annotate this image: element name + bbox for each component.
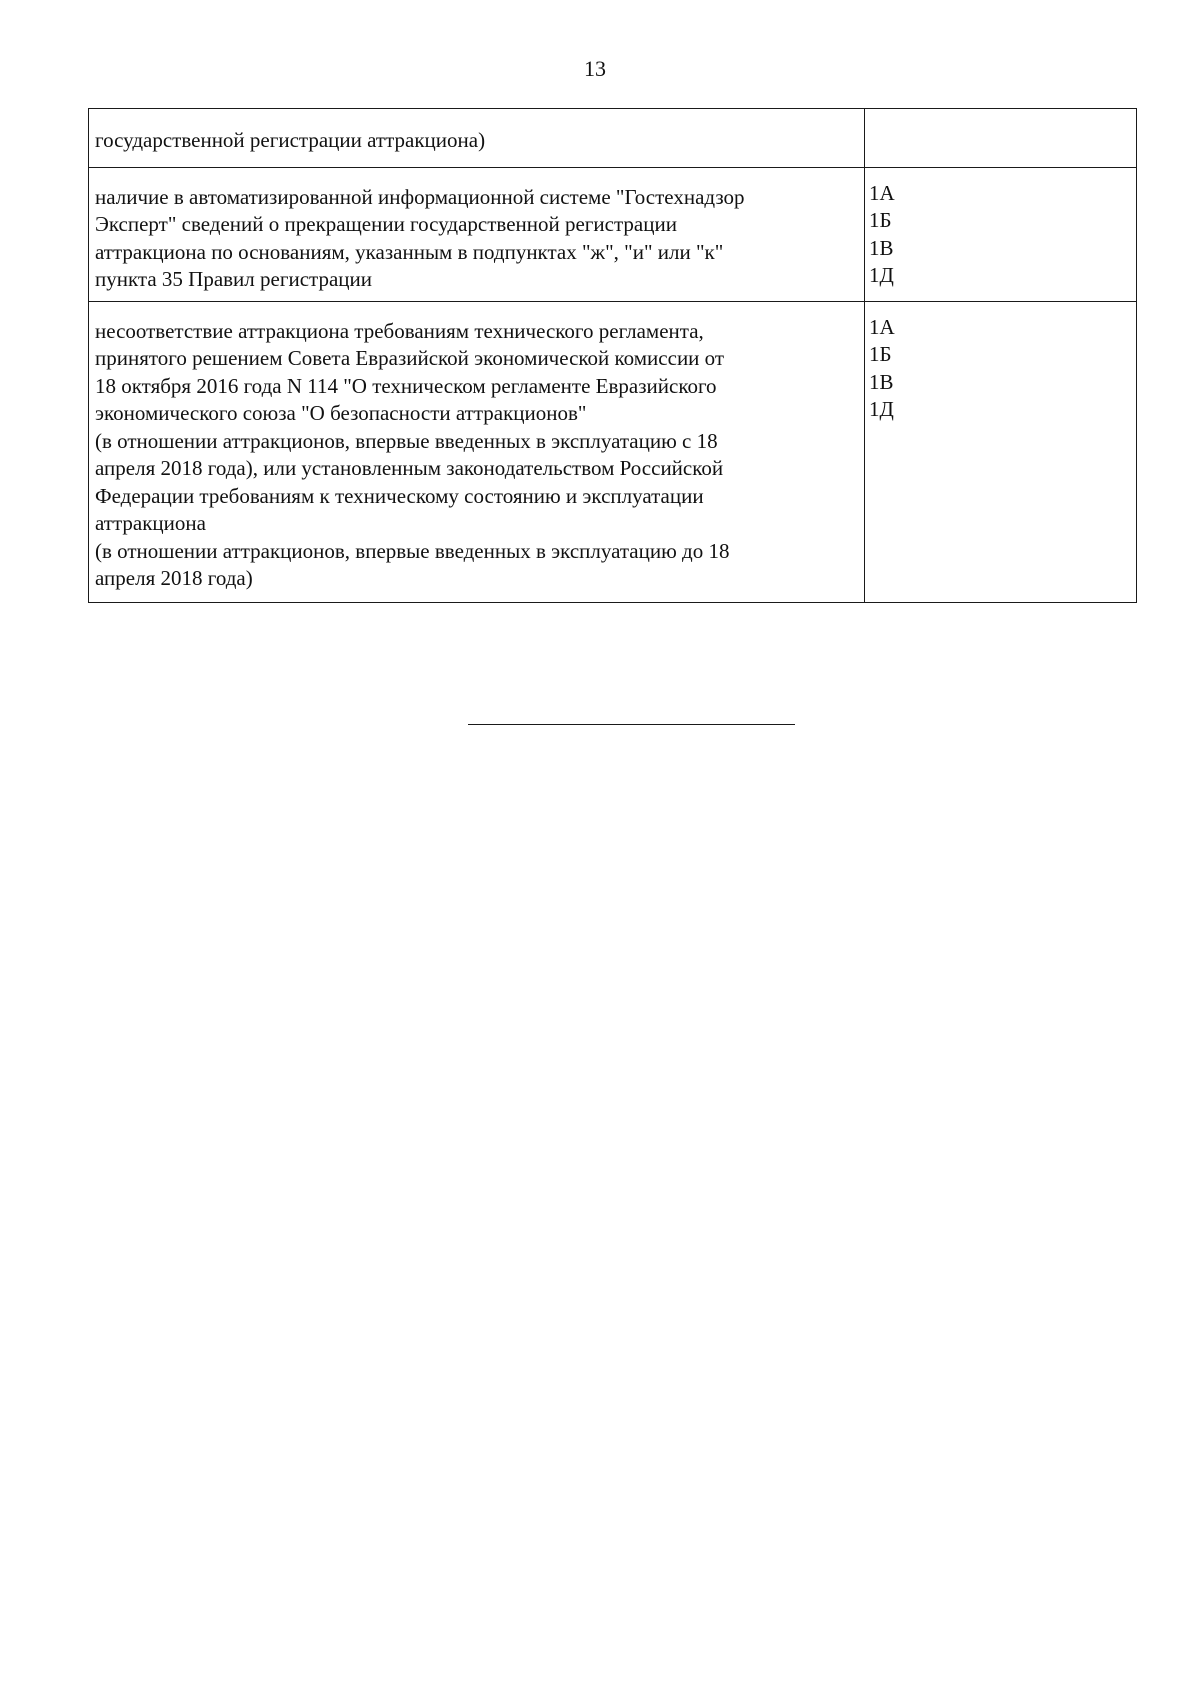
codes-cell (865, 301, 1137, 602)
criterion-text-line: аттракциона (95, 511, 206, 535)
category-code: 1В (869, 369, 894, 394)
criterion-cell (89, 109, 865, 168)
criterion-text-line: апреля 2018 года), или установленным законодательством Российской (95, 456, 724, 480)
criterion-text-line: (в отношении аттракционов, впервые введенных в эксплуатацию до 18 (95, 538, 730, 563)
criterion-text-line: пункта 35 Правил регистрации (95, 267, 372, 291)
criterion-text-line: Федерации требованиям к техническому состоянию и эксплуатации (95, 483, 704, 508)
category-code: 1Б (869, 208, 892, 232)
codes-cell (865, 109, 1137, 168)
criterion-text-line: принятого решением Совета Евразийской экономической комиссии от (95, 346, 725, 370)
criterion-text-line: аттракциона по основаниям, указанным в подпунктах "ж", "и" или "к" (95, 239, 724, 264)
category-code: 1Б (869, 342, 892, 366)
table-row (89, 109, 1137, 168)
criterion-text-line: экономического союза "О безопасности аттракционов" (95, 401, 587, 425)
category-code: 1Д (869, 263, 894, 287)
criterion-text-line: несоответствие аттракциона требованиям технического регламента, (95, 318, 704, 343)
codes-cell (865, 167, 1137, 301)
category-code: 1А (869, 180, 895, 205)
end-of-document-divider (468, 724, 795, 725)
criterion-text-line: (в отношении аттракционов, впервые введенных в эксплуатацию с 18 (95, 428, 718, 453)
criterion-cell (89, 301, 865, 602)
criteria-table (88, 108, 1137, 603)
criterion-text-line: Эксперт" сведений о прекращении государственной регистрации (95, 212, 677, 236)
page-number: 13 (584, 56, 606, 81)
criterion-text-line: наличие в автоматизированной информационной системе "Гостехнадзор (95, 184, 745, 209)
table-row (89, 167, 1137, 301)
category-code: 1А (869, 314, 895, 339)
criterion-text-line: государственной регистрации аттракциона) (95, 128, 486, 152)
category-code: 1Д (869, 397, 894, 421)
category-code: 1В (869, 235, 894, 260)
table-row (89, 301, 1137, 602)
criterion-text-line: апреля 2018 года) (95, 566, 253, 590)
criterion-text-line: 18 октября 2016 года N 114 "О техническом регламенте Евразийского (95, 373, 717, 398)
criterion-cell (89, 167, 865, 301)
